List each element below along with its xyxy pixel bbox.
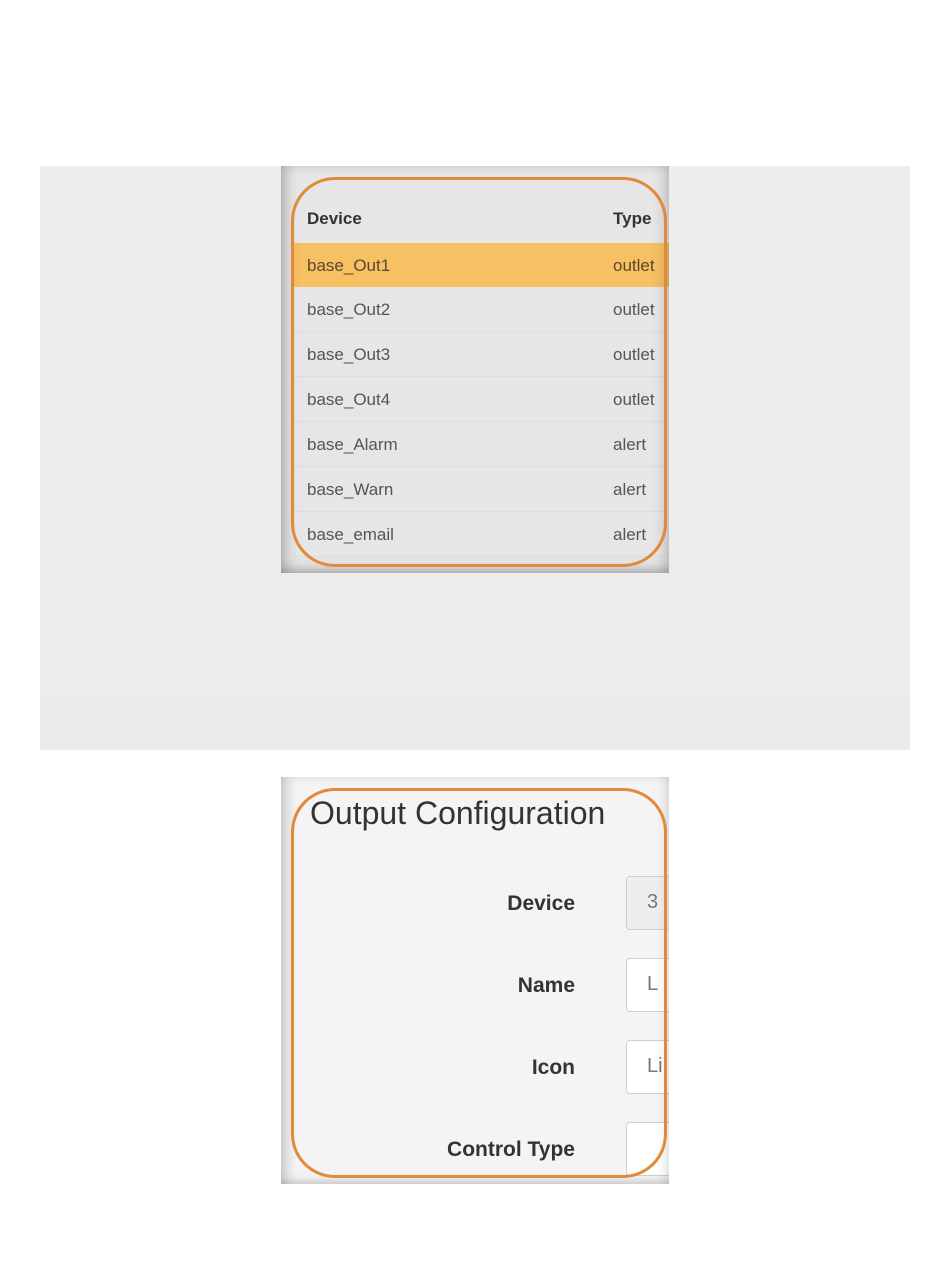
device-label: Device <box>507 892 575 915</box>
type-cell: outlet <box>613 345 655 364</box>
type-cell: outlet <box>613 300 655 319</box>
device-field[interactable]: 3 <box>626 876 669 930</box>
table-row[interactable] <box>293 377 669 422</box>
device-cell: base_Warn <box>307 480 394 499</box>
page-title: Output Configuration <box>310 795 606 831</box>
name-field[interactable]: L <box>626 958 669 1012</box>
table-row[interactable] <box>293 512 669 557</box>
type-cell: alert <box>613 525 647 544</box>
device-cell: base_Out1 <box>307 256 391 275</box>
type-cell: outlet <box>613 390 655 409</box>
device-cell: base_Out2 <box>307 300 391 319</box>
background-band <box>40 580 910 644</box>
control-type-field[interactable] <box>626 1122 669 1176</box>
table-row[interactable] <box>293 287 669 332</box>
column-header-type[interactable]: Type <box>613 209 652 228</box>
icon-label: Icon <box>531 1056 575 1079</box>
form-row-control-type <box>281 1122 669 1178</box>
form-row-icon <box>281 1040 669 1096</box>
type-cell: alert <box>613 480 647 499</box>
type-cell: outlet <box>613 256 655 275</box>
table-row[interactable] <box>293 467 669 512</box>
device-cell: base_Out3 <box>307 345 391 364</box>
background-band <box>40 696 910 750</box>
table-row[interactable] <box>293 243 669 287</box>
device-cell: base_email <box>307 525 394 544</box>
type-cell: alert <box>613 435 647 454</box>
form-row-name <box>281 958 669 1014</box>
icon-field[interactable]: Li <box>626 1040 669 1094</box>
table-row[interactable] <box>293 332 669 377</box>
device-cell: base_Alarm <box>307 435 398 454</box>
control-type-label: Control Type <box>447 1138 575 1161</box>
device-cell: base_Out4 <box>307 390 391 409</box>
name-label: Name <box>517 974 575 997</box>
form-row-device <box>281 876 669 932</box>
table-row[interactable] <box>293 422 669 467</box>
device-list-screenshot <box>281 166 669 573</box>
output-config-screenshot <box>281 777 669 1184</box>
device-table <box>293 193 669 557</box>
table-header <box>293 193 669 243</box>
column-header-device[interactable]: Device <box>307 209 362 228</box>
